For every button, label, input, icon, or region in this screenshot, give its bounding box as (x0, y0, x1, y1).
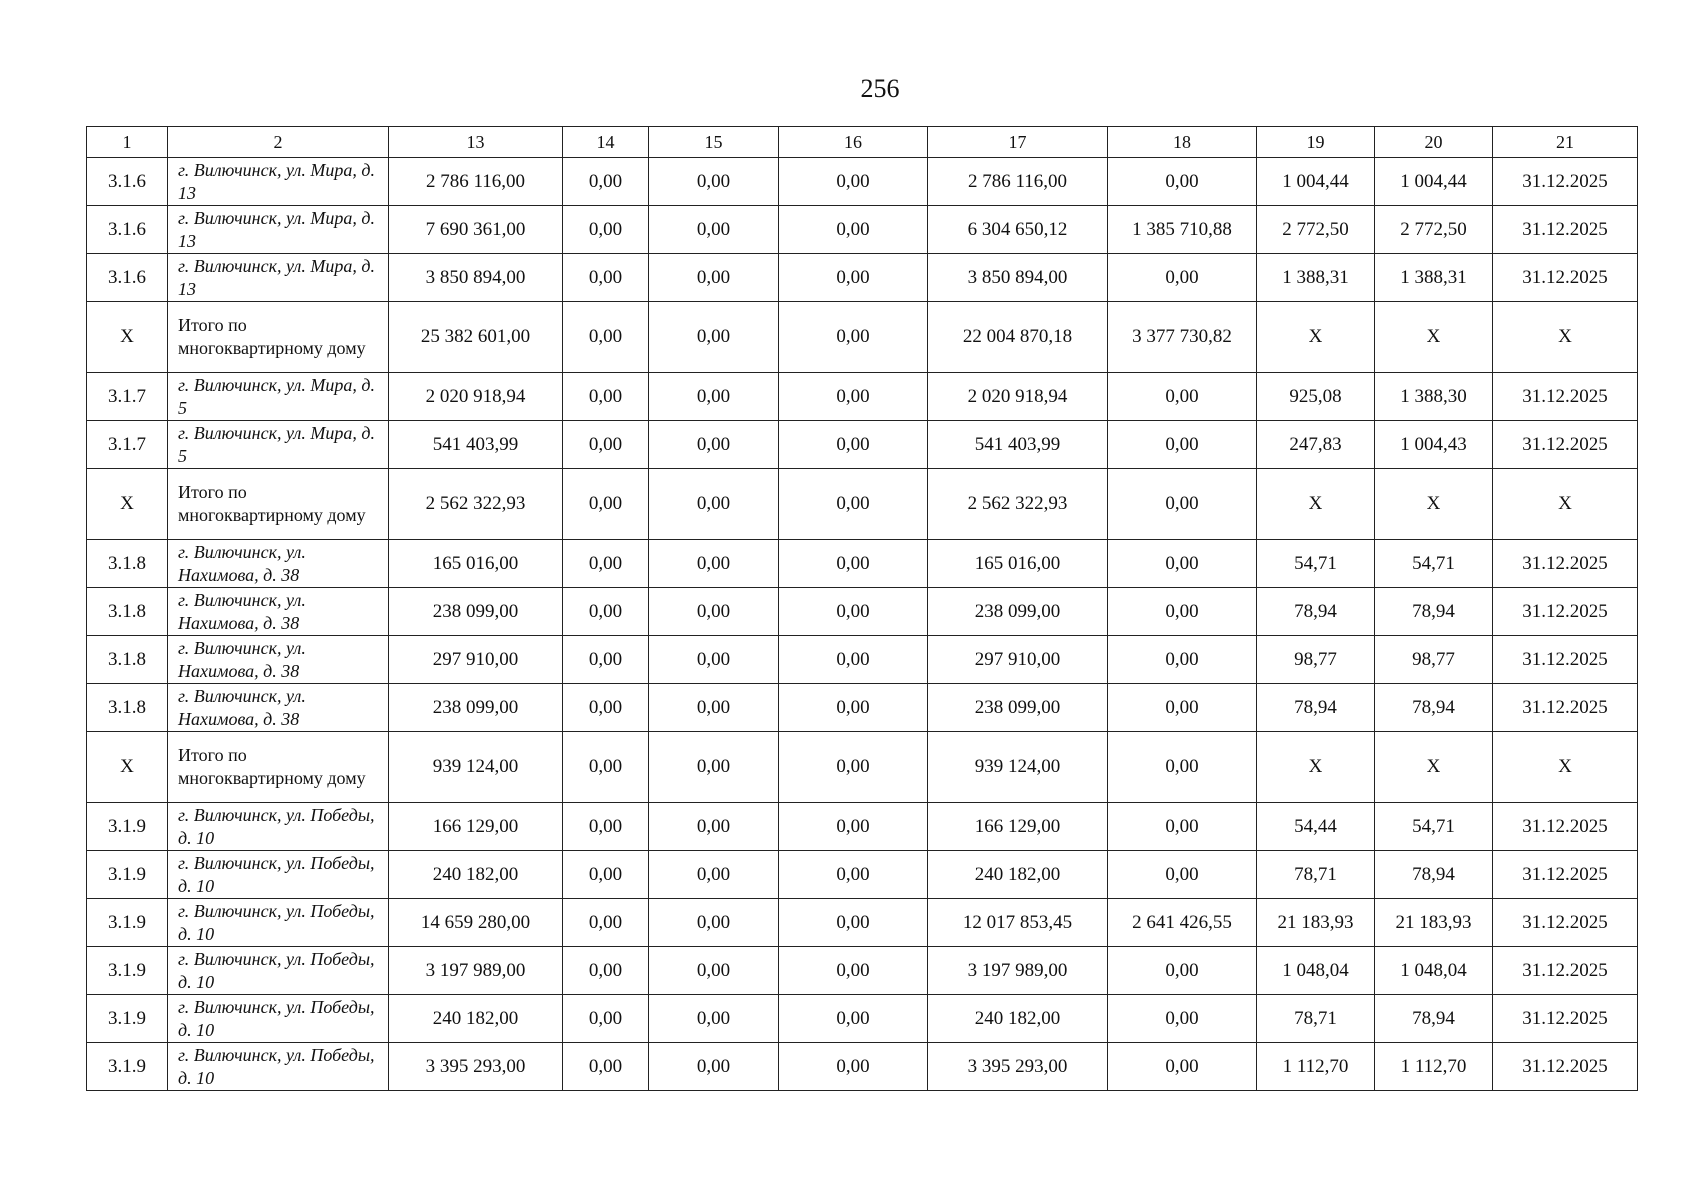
cell-col-18: 0,00 (1108, 803, 1257, 851)
cell-row-number: 3.1.9 (87, 1043, 168, 1091)
cell-deadline: 31.12.2025 (1493, 254, 1638, 302)
cell-col-16: 0,00 (779, 684, 928, 732)
cell-col-16: 0,00 (779, 851, 928, 899)
cell-col-14: 0,00 (563, 995, 649, 1043)
cell-col-19: 54,44 (1257, 803, 1375, 851)
cell-row-number: X (87, 469, 168, 540)
cell-col-13: 240 182,00 (389, 995, 563, 1043)
cell-address: г. Вилючинск, ул. Нахимова, д. 38 (168, 588, 389, 636)
table-row (87, 899, 1638, 947)
cell-col-13: 14 659 280,00 (389, 899, 563, 947)
cell-col-13: 166 129,00 (389, 803, 563, 851)
cell-col-17: 2 562 322,93 (928, 469, 1108, 540)
cell-col-13: 238 099,00 (389, 684, 563, 732)
cell-col-18: 0,00 (1108, 732, 1257, 803)
cell-col-13: 541 403,99 (389, 421, 563, 469)
cell-address: г. Вилючинск, ул. Мира, д. 5 (168, 421, 389, 469)
cell-address: г. Вилючинск, ул. Победы, д. 10 (168, 851, 389, 899)
cell-col-19: 1 004,44 (1257, 158, 1375, 206)
cell-deadline: 31.12.2025 (1493, 540, 1638, 588)
cell-deadline: X (1493, 302, 1638, 373)
cell-col-18: 0,00 (1108, 947, 1257, 995)
cell-col-14: 0,00 (563, 947, 649, 995)
table-row (87, 851, 1638, 899)
cell-col-17: 939 124,00 (928, 732, 1108, 803)
column-header: 14 (563, 127, 649, 158)
cell-col-14: 0,00 (563, 302, 649, 373)
total-row (87, 469, 1638, 540)
table-row (87, 636, 1638, 684)
cell-col-18: 0,00 (1108, 540, 1257, 588)
cell-col-20: 98,77 (1375, 636, 1493, 684)
cell-address: г. Вилючинск, ул. Мира, д. 13 (168, 254, 389, 302)
cell-col-18: 0,00 (1108, 995, 1257, 1043)
cell-col-18: 0,00 (1108, 158, 1257, 206)
cell-col-18: 1 385 710,88 (1108, 206, 1257, 254)
cell-address: г. Вилючинск, ул. Победы, д. 10 (168, 947, 389, 995)
header-row (87, 127, 1638, 158)
cell-deadline: 31.12.2025 (1493, 947, 1638, 995)
column-header: 15 (649, 127, 779, 158)
cell-address: г. Вилючинск, ул. Мира, д. 13 (168, 206, 389, 254)
cell-col-18: 0,00 (1108, 851, 1257, 899)
cell-col-19: 78,71 (1257, 851, 1375, 899)
cell-col-16: 0,00 (779, 995, 928, 1043)
cell-col-13: 2 786 116,00 (389, 158, 563, 206)
table-row (87, 373, 1638, 421)
cell-col-15: 0,00 (649, 803, 779, 851)
cell-col-14: 0,00 (563, 1043, 649, 1091)
cell-col-14: 0,00 (563, 588, 649, 636)
cell-col-14: 0,00 (563, 899, 649, 947)
cell-col-19: 78,94 (1257, 684, 1375, 732)
cell-col-19: X (1257, 302, 1375, 373)
cell-col-19: 21 183,93 (1257, 899, 1375, 947)
cell-col-19: 1 048,04 (1257, 947, 1375, 995)
cell-col-18: 2 641 426,55 (1108, 899, 1257, 947)
cell-col-16: 0,00 (779, 899, 928, 947)
cell-address: г. Вилючинск, ул. Победы, д. 10 (168, 803, 389, 851)
cell-col-18: 3 377 730,82 (1108, 302, 1257, 373)
cell-deadline: 31.12.2025 (1493, 636, 1638, 684)
cell-row-number: 3.1.9 (87, 851, 168, 899)
cell-deadline: 31.12.2025 (1493, 158, 1638, 206)
cell-col-13: 297 910,00 (389, 636, 563, 684)
table-row (87, 254, 1638, 302)
cell-col-17: 3 197 989,00 (928, 947, 1108, 995)
cell-col-17: 3 395 293,00 (928, 1043, 1108, 1091)
cell-col-15: 0,00 (649, 302, 779, 373)
cell-col-18: 0,00 (1108, 1043, 1257, 1091)
cell-col-17: 238 099,00 (928, 588, 1108, 636)
cell-col-15: 0,00 (649, 469, 779, 540)
cell-deadline: 31.12.2025 (1493, 684, 1638, 732)
cell-col-13: 2 020 918,94 (389, 373, 563, 421)
cell-row-number: X (87, 732, 168, 803)
cell-deadline: 31.12.2025 (1493, 803, 1638, 851)
cell-col-16: 0,00 (779, 158, 928, 206)
cell-row-number: 3.1.6 (87, 158, 168, 206)
cell-col-15: 0,00 (649, 540, 779, 588)
cell-row-number: X (87, 302, 168, 373)
cell-address: г. Вилючинск, ул. Нахимова, д. 38 (168, 636, 389, 684)
cell-col-17: 240 182,00 (928, 995, 1108, 1043)
cell-col-17: 240 182,00 (928, 851, 1108, 899)
cell-address: г. Вилючинск, ул. Мира, д. 13 (168, 158, 389, 206)
cell-col-16: 0,00 (779, 469, 928, 540)
cell-col-20: 1 004,43 (1375, 421, 1493, 469)
cell-col-15: 0,00 (649, 254, 779, 302)
cell-address: г. Вилючинск, ул. Нахимова, д. 38 (168, 684, 389, 732)
cell-col-19: X (1257, 469, 1375, 540)
cell-col-19: 2 772,50 (1257, 206, 1375, 254)
column-header: 20 (1375, 127, 1493, 158)
cell-col-20: 1 388,31 (1375, 254, 1493, 302)
cell-col-15: 0,00 (649, 899, 779, 947)
cell-col-15: 0,00 (649, 588, 779, 636)
cell-col-14: 0,00 (563, 732, 649, 803)
cell-col-16: 0,00 (779, 947, 928, 995)
cell-col-20: 1 048,04 (1375, 947, 1493, 995)
cell-row-number: 3.1.9 (87, 947, 168, 995)
column-header: 16 (779, 127, 928, 158)
cell-address: г. Вилючинск, ул. Победы, д. 10 (168, 995, 389, 1043)
cell-col-16: 0,00 (779, 206, 928, 254)
table-row (87, 540, 1638, 588)
cell-col-14: 0,00 (563, 158, 649, 206)
table-row (87, 947, 1638, 995)
cell-col-19: 98,77 (1257, 636, 1375, 684)
cell-row-number: 3.1.8 (87, 684, 168, 732)
cell-col-14: 0,00 (563, 373, 649, 421)
cell-col-20: 21 183,93 (1375, 899, 1493, 947)
cell-col-15: 0,00 (649, 636, 779, 684)
cell-col-20: 78,94 (1375, 995, 1493, 1043)
cell-col-14: 0,00 (563, 469, 649, 540)
table-row (87, 421, 1638, 469)
cell-col-20: 78,94 (1375, 851, 1493, 899)
table-row (87, 803, 1638, 851)
cell-address: Итого по многоквартирному дому (168, 732, 389, 803)
column-header: 17 (928, 127, 1108, 158)
cell-col-16: 0,00 (779, 803, 928, 851)
cell-deadline: 31.12.2025 (1493, 206, 1638, 254)
cell-col-16: 0,00 (779, 254, 928, 302)
cell-row-number: 3.1.9 (87, 803, 168, 851)
cell-col-18: 0,00 (1108, 588, 1257, 636)
cell-col-18: 0,00 (1108, 254, 1257, 302)
cell-col-20: 1 388,30 (1375, 373, 1493, 421)
cell-col-15: 0,00 (649, 995, 779, 1043)
cell-address: г. Вилючинск, ул. Нахимова, д. 38 (168, 540, 389, 588)
cell-row-number: 3.1.9 (87, 995, 168, 1043)
cell-deadline: 31.12.2025 (1493, 899, 1638, 947)
cell-deadline: 31.12.2025 (1493, 1043, 1638, 1091)
cell-row-number: 3.1.7 (87, 373, 168, 421)
cell-col-17: 2 020 918,94 (928, 373, 1108, 421)
cell-row-number: 3.1.9 (87, 899, 168, 947)
cell-col-16: 0,00 (779, 636, 928, 684)
cell-col-20: X (1375, 732, 1493, 803)
cell-row-number: 3.1.8 (87, 540, 168, 588)
total-row (87, 732, 1638, 803)
cell-address: г. Вилючинск, ул. Победы, д. 10 (168, 899, 389, 947)
cell-row-number: 3.1.7 (87, 421, 168, 469)
cell-col-13: 939 124,00 (389, 732, 563, 803)
cell-col-20: 1 004,44 (1375, 158, 1493, 206)
cell-col-15: 0,00 (649, 421, 779, 469)
cell-col-17: 238 099,00 (928, 684, 1108, 732)
table-row (87, 206, 1638, 254)
cell-row-number: 3.1.8 (87, 636, 168, 684)
cell-deadline: X (1493, 732, 1638, 803)
column-header: 13 (389, 127, 563, 158)
cell-col-17: 297 910,00 (928, 636, 1108, 684)
cell-col-14: 0,00 (563, 421, 649, 469)
cell-address: Итого по многоквартирному дому (168, 469, 389, 540)
cell-deadline: 31.12.2025 (1493, 373, 1638, 421)
cell-col-14: 0,00 (563, 254, 649, 302)
cell-col-19: 1 388,31 (1257, 254, 1375, 302)
cell-col-20: X (1375, 469, 1493, 540)
cell-row-number: 3.1.8 (87, 588, 168, 636)
cell-col-15: 0,00 (649, 947, 779, 995)
cell-col-19: 247,83 (1257, 421, 1375, 469)
cell-col-20: 54,71 (1375, 540, 1493, 588)
cell-col-16: 0,00 (779, 373, 928, 421)
cell-col-18: 0,00 (1108, 421, 1257, 469)
table-row (87, 158, 1638, 206)
cell-col-20: 78,94 (1375, 588, 1493, 636)
table-body (87, 158, 1638, 1091)
cell-col-17: 2 786 116,00 (928, 158, 1108, 206)
cell-col-18: 0,00 (1108, 684, 1257, 732)
cell-col-17: 166 129,00 (928, 803, 1108, 851)
cell-col-19: X (1257, 732, 1375, 803)
cell-col-16: 0,00 (779, 302, 928, 373)
cell-col-15: 0,00 (649, 684, 779, 732)
cell-col-19: 1 112,70 (1257, 1043, 1375, 1091)
table-row (87, 684, 1638, 732)
cell-col-15: 0,00 (649, 206, 779, 254)
cell-col-15: 0,00 (649, 373, 779, 421)
cell-col-17: 12 017 853,45 (928, 899, 1108, 947)
cell-col-20: 2 772,50 (1375, 206, 1493, 254)
cell-col-15: 0,00 (649, 1043, 779, 1091)
column-header: 18 (1108, 127, 1257, 158)
cell-deadline: X (1493, 469, 1638, 540)
cell-row-number: 3.1.6 (87, 254, 168, 302)
cell-col-16: 0,00 (779, 588, 928, 636)
cell-deadline: 31.12.2025 (1493, 421, 1638, 469)
page-number: 256 (860, 74, 900, 103)
cell-col-15: 0,00 (649, 158, 779, 206)
data-table (86, 126, 1638, 1091)
cell-col-14: 0,00 (563, 206, 649, 254)
cell-address: г. Вилючинск, ул. Мира, д. 5 (168, 373, 389, 421)
column-header: 1 (87, 127, 168, 158)
cell-deadline: 31.12.2025 (1493, 995, 1638, 1043)
cell-col-14: 0,00 (563, 636, 649, 684)
cell-deadline: 31.12.2025 (1493, 588, 1638, 636)
cell-col-19: 54,71 (1257, 540, 1375, 588)
cell-col-20: X (1375, 302, 1493, 373)
column-header: 21 (1493, 127, 1638, 158)
cell-col-20: 54,71 (1375, 803, 1493, 851)
cell-col-19: 78,71 (1257, 995, 1375, 1043)
cell-col-19: 78,94 (1257, 588, 1375, 636)
cell-deadline: 31.12.2025 (1493, 851, 1638, 899)
table-row (87, 995, 1638, 1043)
cell-col-13: 7 690 361,00 (389, 206, 563, 254)
cell-col-13: 3 395 293,00 (389, 1043, 563, 1091)
cell-col-14: 0,00 (563, 803, 649, 851)
cell-col-19: 925,08 (1257, 373, 1375, 421)
cell-col-18: 0,00 (1108, 636, 1257, 684)
table-row (87, 588, 1638, 636)
cell-col-17: 165 016,00 (928, 540, 1108, 588)
cell-col-13: 3 850 894,00 (389, 254, 563, 302)
total-row (87, 302, 1638, 373)
column-header: 19 (1257, 127, 1375, 158)
cell-col-14: 0,00 (563, 851, 649, 899)
cell-col-13: 240 182,00 (389, 851, 563, 899)
cell-col-18: 0,00 (1108, 373, 1257, 421)
cell-col-16: 0,00 (779, 1043, 928, 1091)
cell-col-17: 541 403,99 (928, 421, 1108, 469)
cell-col-13: 165 016,00 (389, 540, 563, 588)
cell-col-13: 3 197 989,00 (389, 947, 563, 995)
cell-col-15: 0,00 (649, 851, 779, 899)
cell-col-18: 0,00 (1108, 469, 1257, 540)
cell-col-13: 238 099,00 (389, 588, 563, 636)
column-header: 2 (168, 127, 389, 158)
cell-address: г. Вилючинск, ул. Победы, д. 10 (168, 1043, 389, 1091)
cell-col-13: 25 382 601,00 (389, 302, 563, 373)
cell-col-16: 0,00 (779, 732, 928, 803)
cell-col-17: 3 850 894,00 (928, 254, 1108, 302)
cell-row-number: 3.1.6 (87, 206, 168, 254)
cell-col-17: 6 304 650,12 (928, 206, 1108, 254)
cell-col-13: 2 562 322,93 (389, 469, 563, 540)
cell-col-17: 22 004 870,18 (928, 302, 1108, 373)
cell-col-16: 0,00 (779, 421, 928, 469)
cell-col-14: 0,00 (563, 540, 649, 588)
cell-col-16: 0,00 (779, 540, 928, 588)
cell-col-14: 0,00 (563, 684, 649, 732)
cell-col-20: 1 112,70 (1375, 1043, 1493, 1091)
cell-col-20: 78,94 (1375, 684, 1493, 732)
table-row (87, 1043, 1638, 1091)
cell-address: Итого по многоквартирному дому (168, 302, 389, 373)
cell-col-15: 0,00 (649, 732, 779, 803)
